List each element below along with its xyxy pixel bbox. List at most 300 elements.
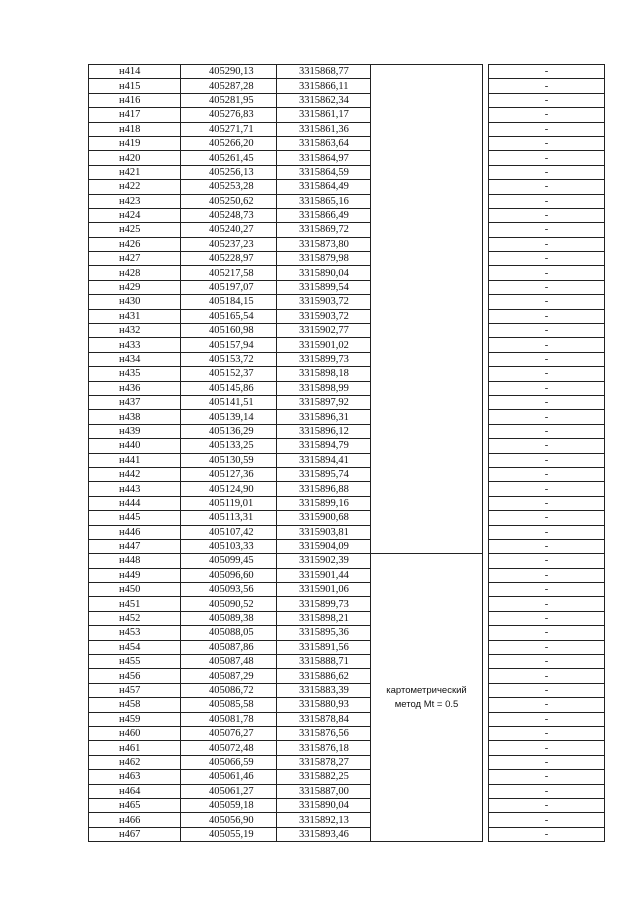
y-coordinate-cell: 3315895,74 [277,467,371,481]
point-id-cell: н430 [89,295,181,309]
x-coordinate-cell: 405066,59 [181,755,277,769]
y-coordinate-cell: 3315901,02 [277,338,371,352]
description-cell: - [489,798,605,812]
y-coordinate-cell: 3315896,88 [277,482,371,496]
table-row [89,280,605,294]
x-coordinate-cell: 405271,71 [181,122,277,136]
y-coordinate-cell: 3315899,54 [277,280,371,294]
coordinates-table [88,64,605,842]
table-row [89,770,605,784]
y-coordinate-cell: 3315898,99 [277,381,371,395]
table-row [89,108,605,122]
point-id-cell: н447 [89,539,181,553]
x-coordinate-cell: 405124,90 [181,482,277,496]
table-row [89,798,605,812]
table-row [89,439,605,453]
description-cell: - [489,309,605,323]
table-row [89,655,605,669]
description-cell: - [489,108,605,122]
table-row [89,352,605,366]
y-coordinate-cell: 3315896,12 [277,424,371,438]
description-cell: - [489,669,605,683]
x-coordinate-cell: 405197,07 [181,280,277,294]
y-coordinate-cell: 3315873,80 [277,237,371,251]
method-cell [371,410,483,424]
point-id-cell: н452 [89,611,181,625]
table-row [89,309,605,323]
x-coordinate-cell: 405085,58 [181,698,277,712]
point-id-cell: н425 [89,223,181,237]
point-id-cell: н450 [89,583,181,597]
table-row [89,583,605,597]
point-id-cell: н423 [89,194,181,208]
y-coordinate-cell: 3315899,73 [277,597,371,611]
method-cell [371,223,483,237]
table-row [89,539,605,553]
description-cell: - [489,136,605,150]
x-coordinate-cell: 405130,59 [181,453,277,467]
point-id-cell: н462 [89,755,181,769]
x-coordinate-cell: 405086,72 [181,683,277,697]
description-cell: - [489,381,605,395]
method-cell [371,424,483,438]
y-coordinate-cell: 3315895,36 [277,626,371,640]
x-coordinate-cell: 405103,33 [181,539,277,553]
description-cell: - [489,683,605,697]
point-id-cell: н437 [89,395,181,409]
description-cell: - [489,208,605,222]
method-cell [371,525,483,539]
table-row [89,496,605,510]
point-id-cell: н459 [89,712,181,726]
table-row [89,597,605,611]
description-cell: - [489,165,605,179]
method-cell [371,194,483,208]
description-cell: - [489,568,605,582]
x-coordinate-cell: 405261,45 [181,151,277,165]
x-coordinate-cell: 405240,27 [181,223,277,237]
x-coordinate-cell: 405136,29 [181,424,277,438]
table-row [89,554,605,568]
description-cell: - [489,655,605,669]
x-coordinate-cell: 405055,19 [181,827,277,841]
point-id-cell: н429 [89,280,181,294]
y-coordinate-cell: 3315869,72 [277,223,371,237]
table-row [89,611,605,625]
description-cell: - [489,410,605,424]
description-cell: - [489,813,605,827]
x-coordinate-cell: 405217,58 [181,266,277,280]
point-id-cell: н434 [89,352,181,366]
description-cell: - [489,698,605,712]
description-cell: - [489,784,605,798]
x-coordinate-cell: 405087,29 [181,669,277,683]
description-cell: - [489,395,605,409]
method-cell [371,151,483,165]
table-row [89,568,605,582]
point-id-cell: н451 [89,597,181,611]
method-cell [371,280,483,294]
method-cell [371,439,483,453]
method-cell [371,712,483,726]
y-coordinate-cell: 3315892,13 [277,813,371,827]
table-row [89,338,605,352]
y-coordinate-cell: 3315902,77 [277,324,371,338]
point-id-cell: н460 [89,726,181,740]
x-coordinate-cell: 405076,27 [181,726,277,740]
x-coordinate-cell: 405107,42 [181,525,277,539]
x-coordinate-cell: 405061,27 [181,784,277,798]
description-cell: - [489,223,605,237]
method-cell [371,180,483,194]
method-cell [371,770,483,784]
point-id-cell: н441 [89,453,181,467]
y-coordinate-cell: 3315890,04 [277,266,371,280]
point-id-cell: н433 [89,338,181,352]
method-cell [371,698,483,712]
description-cell: - [489,467,605,481]
point-id-cell: н443 [89,482,181,496]
table-row [89,367,605,381]
y-coordinate-cell: 3315887,00 [277,784,371,798]
x-coordinate-cell: 405056,90 [181,813,277,827]
x-coordinate-cell: 405256,13 [181,165,277,179]
y-coordinate-cell: 3315899,16 [277,496,371,510]
point-id-cell: н440 [89,439,181,453]
table-row [89,669,605,683]
method-cell [371,669,483,683]
y-coordinate-cell: 3315893,46 [277,827,371,841]
x-coordinate-cell: 405089,38 [181,611,277,625]
point-id-cell: н453 [89,626,181,640]
table-row [89,640,605,654]
method-cell [371,395,483,409]
x-coordinate-cell: 405184,15 [181,295,277,309]
x-coordinate-cell: 405228,97 [181,252,277,266]
method-cell [371,352,483,366]
point-id-cell: н432 [89,324,181,338]
point-id-cell: н416 [89,93,181,107]
table-row [89,410,605,424]
description-cell: - [489,424,605,438]
description-cell: - [489,525,605,539]
y-coordinate-cell: 3315865,16 [277,194,371,208]
x-coordinate-cell: 405081,78 [181,712,277,726]
method-cell [371,496,483,510]
table-row [89,626,605,640]
x-coordinate-cell: 405090,52 [181,597,277,611]
point-id-cell: н426 [89,237,181,251]
point-id-cell: н444 [89,496,181,510]
description-cell: - [489,324,605,338]
y-coordinate-cell: 3315866,11 [277,79,371,93]
description-cell: - [489,338,605,352]
coordinates-table-sheet [88,64,604,840]
method-cell [371,655,483,669]
y-coordinate-cell: 3315866,49 [277,208,371,222]
y-coordinate-cell: 3315894,41 [277,453,371,467]
y-coordinate-cell: 3315903,81 [277,525,371,539]
x-coordinate-cell: 405281,95 [181,93,277,107]
point-id-cell: н463 [89,770,181,784]
y-coordinate-cell: 3315879,98 [277,252,371,266]
y-coordinate-cell: 3315861,36 [277,122,371,136]
y-coordinate-cell: 3315864,49 [277,180,371,194]
method-cell [371,813,483,827]
x-coordinate-cell: 405153,72 [181,352,277,366]
description-cell: - [489,79,605,93]
table-row [89,266,605,280]
method-cell [371,122,483,136]
y-coordinate-cell: 3315898,21 [277,611,371,625]
x-coordinate-cell: 405276,83 [181,108,277,122]
y-coordinate-cell: 3315864,97 [277,151,371,165]
table-row [89,180,605,194]
point-id-cell: н454 [89,640,181,654]
method-cell [371,237,483,251]
x-coordinate-cell: 405088,05 [181,626,277,640]
description-cell: - [489,122,605,136]
point-id-cell: н448 [89,554,181,568]
x-coordinate-cell: 405099,45 [181,554,277,568]
method-cell [371,726,483,740]
method-cell [371,324,483,338]
y-coordinate-cell: 3315903,72 [277,295,371,309]
y-coordinate-cell: 3315883,39 [277,683,371,697]
method-cell [371,683,483,697]
description-cell: - [489,712,605,726]
method-cell [371,208,483,222]
description-cell: - [489,597,605,611]
point-id-cell: н435 [89,367,181,381]
point-id-cell: н438 [89,410,181,424]
table-row [89,712,605,726]
table-row [89,237,605,251]
table-row [89,151,605,165]
method-cell [371,568,483,582]
x-coordinate-cell: 405253,28 [181,180,277,194]
point-id-cell: н458 [89,698,181,712]
x-coordinate-cell: 405119,01 [181,496,277,510]
y-coordinate-cell: 3315878,27 [277,755,371,769]
x-coordinate-cell: 405287,28 [181,79,277,93]
table-row [89,784,605,798]
table-row [89,194,605,208]
table-row [89,453,605,467]
table-row [89,93,605,107]
x-coordinate-cell: 405141,51 [181,395,277,409]
description-cell: - [489,741,605,755]
point-id-cell: н418 [89,122,181,136]
point-id-cell: н449 [89,568,181,582]
table-row [89,813,605,827]
method-cell [371,79,483,93]
x-coordinate-cell: 405157,94 [181,338,277,352]
table-row [89,525,605,539]
point-id-cell: н461 [89,741,181,755]
y-coordinate-cell: 3315880,93 [277,698,371,712]
description-cell: - [489,266,605,280]
method-cell [371,539,483,553]
description-cell: - [489,453,605,467]
y-coordinate-cell: 3315897,92 [277,395,371,409]
description-cell: - [489,180,605,194]
y-coordinate-cell: 3315868,77 [277,65,371,79]
x-coordinate-cell: 405290,13 [181,65,277,79]
method-label-line2: метод Mt = 0.5 [394,699,459,711]
description-cell: - [489,611,605,625]
method-cell [371,381,483,395]
y-coordinate-cell: 3315902,39 [277,554,371,568]
method-cell [371,827,483,841]
method-cell [371,784,483,798]
description-cell: - [489,194,605,208]
y-coordinate-cell: 3315878,84 [277,712,371,726]
description-cell: - [489,496,605,510]
description-cell: - [489,640,605,654]
y-coordinate-cell: 3315863,64 [277,136,371,150]
method-cell [371,252,483,266]
table-row [89,395,605,409]
y-coordinate-cell: 3315899,73 [277,352,371,366]
table-row [89,208,605,222]
y-coordinate-cell: 3315903,72 [277,309,371,323]
description-cell: - [489,770,605,784]
x-coordinate-cell: 405266,20 [181,136,277,150]
description-cell: - [489,482,605,496]
description-cell: - [489,367,605,381]
method-cell [371,65,483,79]
table-row [89,698,605,712]
y-coordinate-cell: 3315886,62 [277,669,371,683]
x-coordinate-cell: 405250,62 [181,194,277,208]
y-coordinate-cell: 3315890,04 [277,798,371,812]
table-row [89,65,605,79]
x-coordinate-cell: 405059,18 [181,798,277,812]
table-row [89,165,605,179]
method-cell [371,338,483,352]
method-cell [371,165,483,179]
point-id-cell: н420 [89,151,181,165]
table-row [89,467,605,481]
point-id-cell: н464 [89,784,181,798]
y-coordinate-cell: 3315882,25 [277,770,371,784]
point-id-cell: н457 [89,683,181,697]
method-cell [371,367,483,381]
method-cell [371,741,483,755]
x-coordinate-cell: 405237,23 [181,237,277,251]
table-row [89,122,605,136]
y-coordinate-cell: 3315901,06 [277,583,371,597]
table-row [89,741,605,755]
x-coordinate-cell: 405160,98 [181,324,277,338]
y-coordinate-cell: 3315901,44 [277,568,371,582]
description-cell: - [489,755,605,769]
point-id-cell: н424 [89,208,181,222]
table-row [89,683,605,697]
point-id-cell: н419 [89,136,181,150]
description-cell: - [489,439,605,453]
y-coordinate-cell: 3315861,17 [277,108,371,122]
point-id-cell: н445 [89,511,181,525]
y-coordinate-cell: 3315888,71 [277,655,371,669]
x-coordinate-cell: 405152,37 [181,367,277,381]
table-row [89,79,605,93]
coordinates-table-body [89,65,605,842]
point-id-cell: н446 [89,525,181,539]
x-coordinate-cell: 405096,60 [181,568,277,582]
x-coordinate-cell: 405127,36 [181,467,277,481]
description-cell: - [489,511,605,525]
point-id-cell: н428 [89,266,181,280]
x-coordinate-cell: 405248,73 [181,208,277,222]
method-cell [371,554,483,568]
point-id-cell: н466 [89,813,181,827]
table-row [89,295,605,309]
table-row [89,827,605,841]
x-coordinate-cell: 405087,86 [181,640,277,654]
method-cell [371,309,483,323]
y-coordinate-cell: 3315900,68 [277,511,371,525]
method-cell [371,597,483,611]
description-cell: - [489,554,605,568]
description-cell: - [489,726,605,740]
point-id-cell: н455 [89,655,181,669]
x-coordinate-cell: 405093,56 [181,583,277,597]
method-cell [371,511,483,525]
method-cell [371,266,483,280]
point-id-cell: н414 [89,65,181,79]
point-id-cell: н467 [89,827,181,841]
y-coordinate-cell: 3315894,79 [277,439,371,453]
x-coordinate-cell: 405113,31 [181,511,277,525]
table-row [89,252,605,266]
method-cell [371,798,483,812]
method-cell [371,93,483,107]
description-cell: - [489,539,605,553]
x-coordinate-cell: 405072,48 [181,741,277,755]
point-id-cell: н427 [89,252,181,266]
y-coordinate-cell: 3315864,59 [277,165,371,179]
y-coordinate-cell: 3315891,56 [277,640,371,654]
point-id-cell: н436 [89,381,181,395]
method-cell [371,295,483,309]
method-cell [371,611,483,625]
description-cell: - [489,237,605,251]
y-coordinate-cell: 3315876,18 [277,741,371,755]
method-cell [371,583,483,597]
description-cell: - [489,583,605,597]
y-coordinate-cell: 3315862,34 [277,93,371,107]
x-coordinate-cell: 405139,14 [181,410,277,424]
table-row [89,381,605,395]
description-cell: - [489,295,605,309]
table-row [89,482,605,496]
y-coordinate-cell: 3315876,56 [277,726,371,740]
point-id-cell: н415 [89,79,181,93]
point-id-cell: н422 [89,180,181,194]
description-cell: - [489,280,605,294]
method-cell [371,482,483,496]
method-cell [371,626,483,640]
table-row [89,136,605,150]
description-cell: - [489,252,605,266]
description-cell: - [489,93,605,107]
table-row [89,424,605,438]
table-row [89,755,605,769]
method-cell [371,453,483,467]
method-cell [371,467,483,481]
